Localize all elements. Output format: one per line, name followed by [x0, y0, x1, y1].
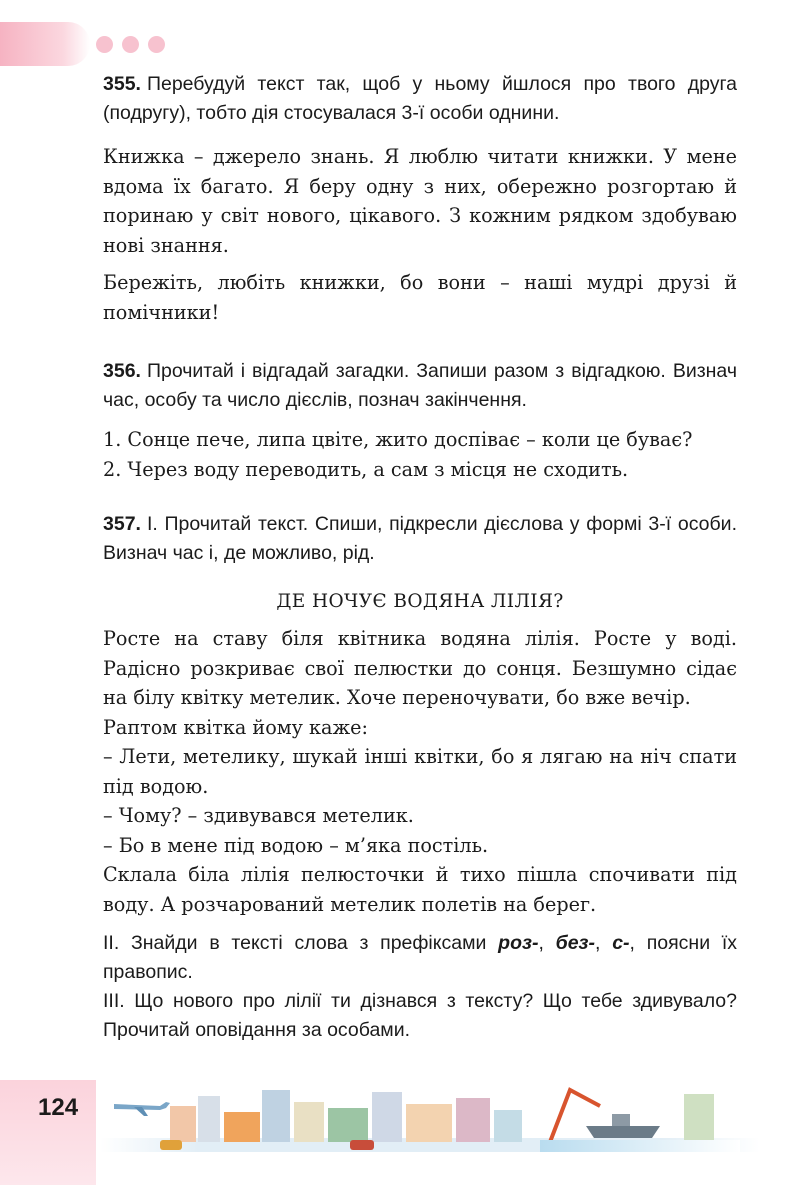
task-355	[103, 70, 737, 327]
story-dialogue: – Чому? – здивувався метелик.	[103, 804, 414, 827]
story-paragraph: Росте на ставу біля квітника водяна лілія. Росте у воді. Радісно розкриває свої пелюстки до сонця. Безшумно сідає на білу квітку метелик. Хоче переночувати, бо вже вечір.	[103, 627, 737, 709]
car-icon	[350, 1140, 374, 1150]
part2-sep: ,	[595, 932, 613, 954]
corner-decoration	[0, 22, 90, 66]
story-paragraph: Раптом квітка йому каже:	[103, 715, 368, 739]
airplane-icon	[114, 1102, 170, 1116]
task-part-2	[103, 929, 737, 987]
task-357	[103, 510, 737, 1045]
story-dialogue: – Бо в мене під водою – м’яка постіль.	[103, 833, 489, 857]
task-text: І. Прочитай текст. Спиши, підкресли дієслова у формі 3-ї особи. Визнач час і, де можливо, рід.	[103, 513, 737, 564]
car-icon	[160, 1140, 182, 1150]
task-number: 357.	[103, 513, 141, 535]
part2-text: ІІ. Знайди в тексті слова з префіксами	[103, 932, 499, 954]
decor-dot	[96, 36, 113, 53]
story-title: ДЕ НОЧУЄ ВОДЯНА ЛІЛІЯ?	[276, 591, 564, 612]
story-dialogue: – Лети, метелику, шукай інші квітки, бо я лягаю на ніч спати під водою.	[103, 745, 737, 798]
task-number: 355.	[103, 73, 141, 95]
prefix-bez: без-	[555, 932, 596, 954]
page-number: 124	[38, 1094, 79, 1121]
prefix-roz: роз-	[498, 932, 539, 954]
task-356	[103, 357, 737, 484]
task-instruction	[103, 510, 737, 568]
cityscape-illustration	[100, 1082, 760, 1152]
page-content	[103, 70, 737, 1045]
decor-dot	[122, 36, 139, 53]
decor-dot	[148, 36, 165, 53]
part2-text: , поясни їх правопис.	[103, 932, 738, 983]
story-paragraph: Склала біла лілія пелюсточки й тихо пішла спочивати під воду. А розчарований метелик полетів на берег.	[103, 863, 737, 916]
part2-sep: ,	[538, 932, 556, 954]
task-text: Перебудуй текст так, щоб у ньому йшлося про твого друга (подругу), тобто дія стосувалася 3-ї особи однини.	[103, 73, 737, 124]
task-number: 356.	[103, 360, 141, 382]
task-instruction	[103, 70, 737, 128]
exercise-paragraph: Бережіть, любіть книжки, бо вони – наші мудрі друзі й помічники!	[103, 271, 737, 324]
exercise-paragraph: Книжка – джерело знань. Я люблю читати книжки. У мене вдома їх багато. Я беру одну з них, обережно розгортаю й поринаю у світ нового, цікавого. З кожним рядком здобуваю нові знання.	[103, 145, 737, 257]
prefix-s: с-	[612, 932, 630, 954]
task-part-3: ІІІ. Що нового про лілії ти дізнався з тексту? Що тебе здивувало? Прочитай оповідання за особами.	[103, 990, 737, 1041]
task-text: Прочитай і відгадай загадки. Запиши разом з відгадкою. Визнач час, особу та число дієслів, познач закінчення.	[103, 360, 737, 411]
ship-icon	[586, 1114, 660, 1138]
task-instruction	[103, 357, 737, 415]
riddle: 2. Через воду переводить, а сам з місця не сходить.	[103, 457, 629, 481]
riddle: 1. Сонце пече, липа цвіте, жито доспіває – коли це буває?	[103, 428, 693, 451]
